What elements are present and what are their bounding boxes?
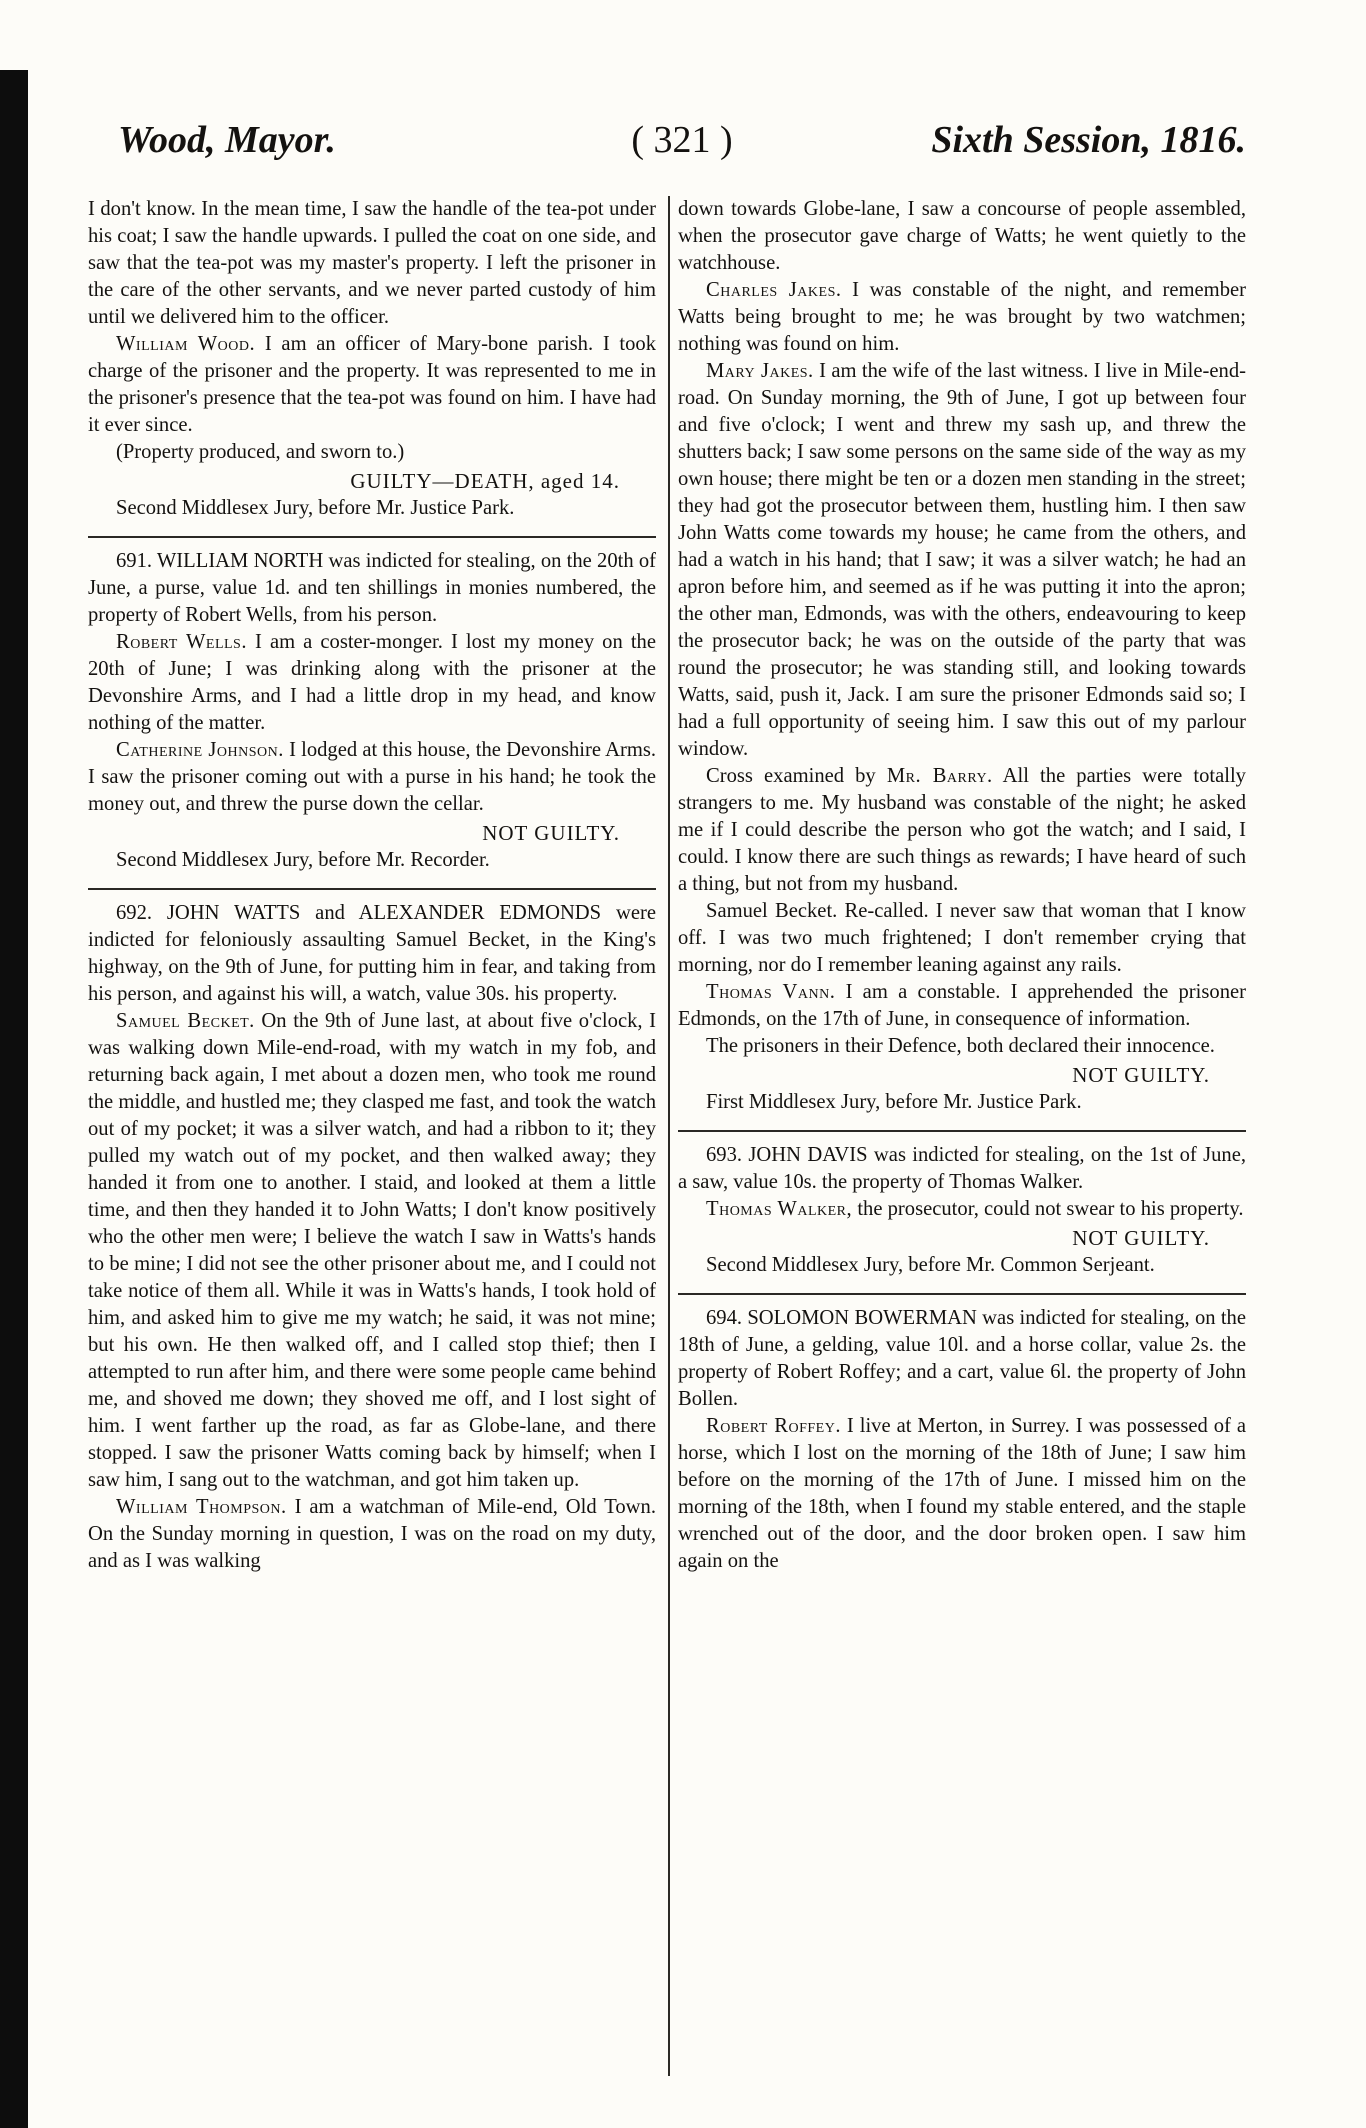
case-separator (678, 1130, 1246, 1132)
paragraph: down towards Globe-lane, I saw a concourse of people assembled, when the prosecutor gave charge of Watts; he went quietly to the watchhouse. (678, 198, 1246, 274)
testimony-william-thompson (88, 1494, 656, 1575)
running-head-left: Wood, Mayor. (118, 119, 336, 161)
paragraph: (Property produced, and sworn to.) (116, 441, 405, 463)
witness-name: Thomas Vann. (706, 981, 836, 1003)
testimony-text: I am the wife of the last witness. I live in Mile-end-road. On Sunday morning, the 9th of June, I got up between four and five o'clock; I went and threw my sash up, and threw the shutters back; I saw some persons on the same side of the way as my own house; there might be ten or a dozen men standing in the street; they had got the prosecutor between them, hustling him. I then saw John Watts come towards my house; he came from the others, and had a watch in his hand; that I saw; it was a silver watch; he had an apron before him, and seemed as if he was putting it into the apron; the other man, Edmonds, was with the others, endeavouring to keep the prosecutor back; he was on the outside of the party that was round the prosecutor; he was standing still, and looking towards Watts, said, push it, Jack. I am sure the prisoner Edmonds said so; I had a full opportunity of seeing him. I saw this out of my parlour window. (678, 360, 1246, 760)
witness-name: William Thompson. (116, 1496, 287, 1518)
testimony-mary-jakes (678, 358, 1246, 763)
verdict: NOT GUILTY. (482, 821, 620, 845)
case-separator (88, 536, 656, 538)
court-line: Second Middlesex Jury, before Mr. Common Serjeant. (706, 1254, 1155, 1276)
testimony-charles-jakes (678, 277, 1246, 358)
cross-lead: Cross examined by (706, 765, 887, 787)
witness-name: Robert Roffey. (706, 1415, 841, 1437)
testimony-catherine-johnson (88, 737, 656, 818)
paragraph: I don't know. In the mean time, I saw the handle of the tea-pot under his coat; I saw the handle upwards. I pulled the coat on one side, and saw that the tea-pot was my master's property. I left the prisoner in the care of the other servants, and we never parted custody of him until we delivered him to the officer. (88, 198, 656, 328)
verdict: NOT GUILTY. (1072, 1226, 1210, 1250)
testimony-text: I am a watchman of Mile-end, Old Town. On the Sunday morning in question, I was on the road on my duty, and as I was walking (88, 1496, 656, 1572)
page-header (118, 118, 1246, 176)
witness-name: Mary Jakes. (706, 360, 814, 382)
counsel-name: Mr. Barry. (886, 765, 993, 787)
court-line: Second Middlesex Jury, before Mr. Justice Park. (116, 497, 515, 519)
testimony-text: I am a constable. I apprehended the prisoner Edmonds, on the 17th of June, in consequence of information. (678, 981, 1246, 1030)
testimony-thomas-vann (678, 979, 1246, 1033)
testimony-text: the prosecutor, could not swear to his property. (852, 1198, 1244, 1220)
verdict: GUILTY—DEATH, aged 14. (350, 469, 620, 493)
testimony-text: All the parties were totally strangers to me. My husband was constable of the night; he asked me if I could describe the person who got the watch; and I said, I could. I know there are such things as rewards; I have heard of such a thing, but not from my husband. (678, 765, 1246, 895)
witness-name: Charles Jakes. (706, 279, 842, 301)
paragraph: The prisoners in their Defence, both declared their innocence. (706, 1035, 1215, 1057)
page-binding-edge (0, 70, 28, 2128)
testimony-text: I live at Merton, in Surrey. I was possessed of a horse, which I lost on the morning of the 18th of June; I saw him before on the morning of the 17th of June. I missed him on the morning of the 18th, when I found my stable entered, and the staple wrenched out of the door, and the door broken open. I saw him again on the (678, 1415, 1246, 1572)
court-line: Second Middlesex Jury, before Mr. Recorder. (116, 849, 490, 871)
testimony-text: I lodged at this house, the Devonshire Arms. I saw the prisoner coming out with a purse in his hand; he took the money out, and threw the purse down the cellar. (88, 739, 656, 815)
right-column (678, 196, 1246, 2096)
case-separator (678, 1293, 1246, 1295)
running-head-right: Sixth Session, 1816. (931, 119, 1246, 161)
testimony-text: I am a coster-monger. I lost my money on the 20th of June; I was drinking along with the prisoner at the Devonshire Arms, and I had a little drop in my head, and know nothing of the matter. (88, 631, 656, 734)
witness-name: Robert Wells. (116, 631, 247, 653)
testimony-robert-roffey (678, 1413, 1246, 1575)
witness-name: Samuel Becket. (116, 1010, 255, 1032)
verdict: NOT GUILTY. (1072, 1063, 1210, 1087)
testimony-samuel-becket (88, 1008, 656, 1494)
court-line: First Middlesex Jury, before Mr. Justice Park. (706, 1091, 1082, 1113)
testimony-robert-wells (88, 629, 656, 737)
case-693-heading: 693. JOHN DAVIS was indicted for stealing, on the 1st of June, a saw, value 10s. the property of Thomas Walker. (678, 1144, 1246, 1193)
witness-name: William Wood. (116, 333, 256, 355)
case-692-heading: 692. JOHN WATTS and ALEXANDER EDMONDS were indicted for feloniously assaulting Samuel Becket, in the King's highway, on the 9th of June, for putting him in fear, and taking from his person, and against his will, a watch, value 30s. his property. (88, 902, 656, 1005)
testimony-text: I am an officer of Mary-bone parish. I took charge of the prisoner and the property. It was represented to me in the prisoner's presence that the tea-pot was found on him. I have had it ever since. (88, 333, 656, 436)
paragraph: Samuel Becket. Re-called. I never saw that woman that I know off. I was two much frightened; I don't remember crying that morning, nor do I remember leaning against any rails. (678, 900, 1246, 976)
page-number: ( 321 ) (631, 119, 733, 161)
testimony-text: On the 9th of June last, at about five o'clock, I was walking down Mile-end-road, with my watch in my fob, and returning back again, I met about a dozen men, who took me round the middle, and hustled me; they clasped me fast, and took the watch out of my pocket; it was a silver watch, and had a ribbon to it; they pulled my watch out of my pocket, and then walked away; they handed it from one to another. I staid, and looked at them a little time, and then they handed it to John Watts; I don't know positively who the other men were; I believe the watch I saw in Watts's hands to be mine; I did not see the other prisoner about me, and I could not take notice of them all. While it was in Watts's hands, I took hold of him, and asked him to give me my watch; he said, it was not mine; but his own. He then walked off, and I called stop thief; then I attempted to run after him, and there were some people came behind me, and shoved me down; they shoved me off, and I lost sight of him. I went farther up the road, as far as Globe-lane, and there stopped. I saw the prisoner Watts coming back by himself; when I saw him, I sang out to the watchman, and got him taken up. (88, 1010, 656, 1491)
cross-examination (678, 763, 1246, 898)
testimony-thomas-walker (678, 1196, 1246, 1223)
testimony-text: I was constable of the night, and remember Watts being brought to me; he was brought by two watchmen; nothing was found on him. (678, 279, 1246, 355)
case-691-heading: 691. WILLIAM NORTH was indicted for stealing, on the 20th of June, a purse, value 1d. and ten shillings in monies numbered, the property of Robert Wells, from his person. (88, 550, 656, 626)
column-divider (668, 196, 670, 2076)
witness-name: Catherine Johnson. (116, 739, 284, 761)
case-694-heading: 694. SOLOMON BOWERMAN was indicted for stealing, on the 18th of June, a gelding, value 10l. and a horse collar, value 2s. the property of Robert Roffey; and a cart, value 6l. the property of John Bollen. (678, 1307, 1246, 1410)
witness-name: Thomas Walker, (706, 1198, 853, 1220)
case-separator (88, 888, 656, 890)
left-column (88, 196, 656, 2096)
testimony-william-wood (88, 331, 656, 439)
